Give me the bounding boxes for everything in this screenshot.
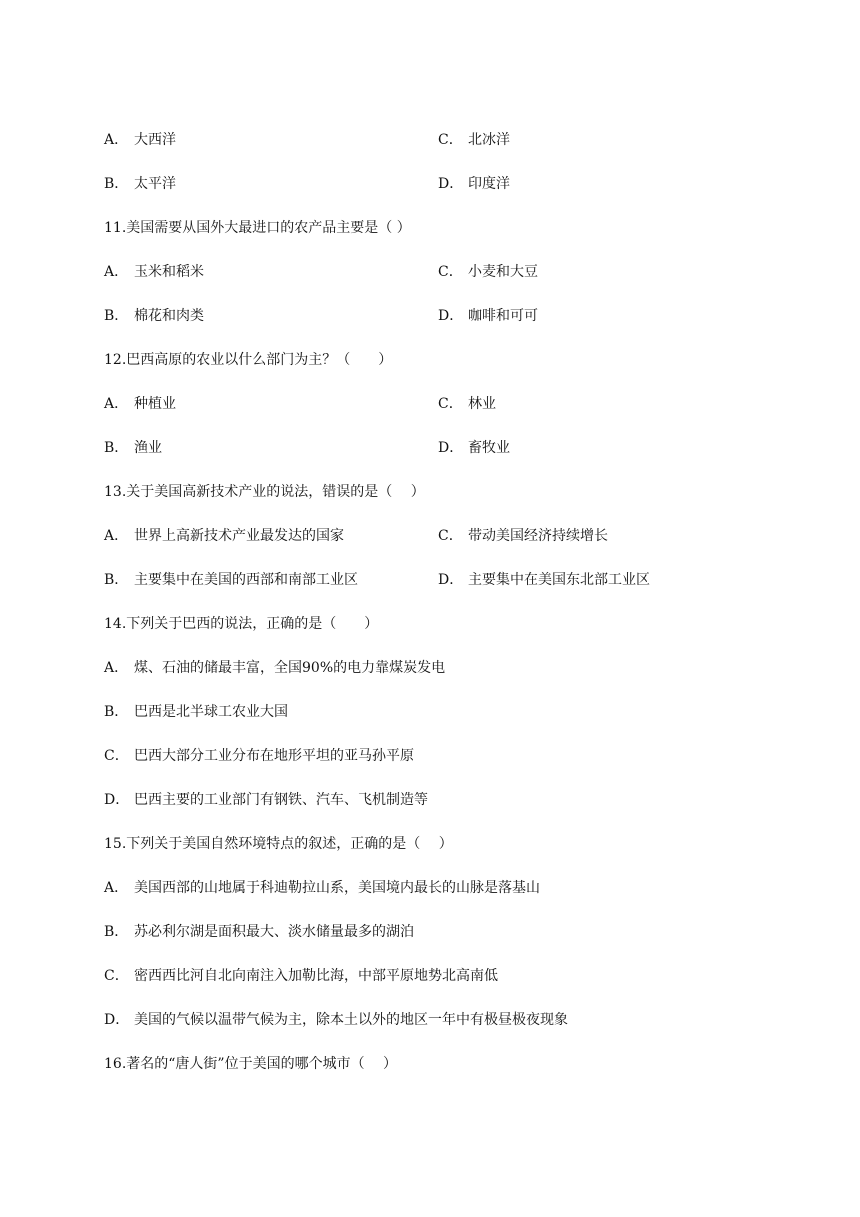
option-text: 种植业: [134, 396, 176, 412]
option-letter: A．: [104, 396, 129, 412]
q13-stem: 13.关于美国高新技术产业的说法，错误的是（ ）: [104, 484, 425, 500]
q15-option-a: [104, 878, 540, 898]
option-text: 煤、石油的储最丰富，全国90%的电力靠煤炭发电: [134, 660, 446, 676]
option-text: 美国西部的山地属于科迪勒拉山系，美国境内最长的山脉是落基山: [134, 880, 540, 896]
option-letter: C．: [438, 132, 463, 148]
q15-option-b: [104, 922, 414, 942]
option-text: 咖啡和可可: [468, 308, 538, 324]
q12-stem: 12.巴西高原的农业以什么部门为主？（ ）: [104, 352, 393, 368]
option-letter: B．: [104, 572, 129, 588]
option-letter: D．: [438, 176, 464, 192]
option-letter: B．: [104, 308, 129, 324]
q13-option-d: [438, 570, 650, 590]
q11-option-d: [438, 306, 538, 326]
option-letter: C．: [438, 264, 463, 280]
option-letter: A．: [104, 880, 129, 896]
q13-option-c: [438, 526, 608, 546]
option-text: 世界上高新技术产业最发达的国家: [134, 528, 344, 544]
option-letter: A．: [104, 132, 129, 148]
option-letter: C．: [438, 396, 463, 412]
option-letter: B．: [104, 924, 129, 940]
option-text: 巴西大部分工业分布在地形平坦的亚马孙平原: [134, 748, 414, 764]
q15-option-d: [104, 1010, 568, 1030]
option-text: 苏必利尔湖是面积最大、淡水储量最多的湖泊: [134, 924, 414, 940]
option-letter: C．: [438, 528, 463, 544]
option-letter: D．: [438, 572, 464, 588]
q14-option-a: [104, 658, 445, 678]
q10-option-b: [104, 174, 176, 194]
q10-option-d: [438, 174, 510, 194]
q15-option-c: [104, 966, 498, 986]
option-text: 主要集中在美国的西部和南部工业区: [134, 572, 358, 588]
option-text: 大西洋: [134, 132, 176, 148]
option-text: 美国的气候以温带气候为主，除本土以外的地区一年中有极昼极夜现象: [134, 1012, 568, 1028]
option-text: 畜牧业: [468, 440, 510, 456]
q14-option-c: [104, 746, 414, 766]
q10-option-a: [104, 130, 176, 150]
option-letter: A．: [104, 264, 129, 280]
option-text: 巴西主要的工业部门有钢铁、汽车、飞机制造等: [134, 792, 428, 808]
q12-option-b: [104, 438, 162, 458]
option-text: 小麦和大豆: [468, 264, 538, 280]
option-letter: C．: [104, 968, 129, 984]
option-text: 北冰洋: [468, 132, 510, 148]
option-letter: D．: [438, 440, 464, 456]
q11-option-b: [104, 306, 204, 326]
q12-option-a: [104, 394, 176, 414]
q16-stem: 16.著名的“唐人街”位于美国的哪个城市（ ）: [104, 1056, 398, 1072]
q11-stem: 11.美国需要从国外大最进口的农产品主要是（ ）: [104, 220, 411, 236]
q12-option-c: [438, 394, 496, 414]
q13-option-b: [104, 570, 358, 590]
q14-option-d: [104, 790, 428, 810]
option-text: 棉花和肉类: [134, 308, 204, 324]
option-text: 带动美国经济持续增长: [468, 528, 608, 544]
option-text: 巴西是北半球工农业大国: [134, 704, 288, 720]
option-letter: A．: [104, 660, 129, 676]
option-text: 林业: [468, 396, 496, 412]
q15-stem: 15.下列关于美国自然环境特点的叙述，正确的是（ ）: [104, 836, 453, 852]
option-letter: D．: [104, 1012, 130, 1028]
option-text: 太平洋: [134, 176, 176, 192]
option-text: 密西西比河自北向南注入加勒比海，中部平原地势北高南低: [134, 968, 498, 984]
q11-option-a: [104, 262, 204, 282]
option-letter: B．: [104, 440, 129, 456]
option-text: 玉米和稻米: [134, 264, 204, 280]
option-letter: B．: [104, 704, 129, 720]
q10-option-c: [438, 130, 510, 150]
q11-option-c: [438, 262, 538, 282]
option-text: 渔业: [134, 440, 162, 456]
option-letter: D．: [104, 792, 130, 808]
option-letter: B．: [104, 176, 129, 192]
option-text: 主要集中在美国东北部工业区: [468, 572, 650, 588]
option-text: 印度洋: [468, 176, 510, 192]
option-letter: D．: [438, 308, 464, 324]
option-letter: C．: [104, 748, 129, 764]
q13-option-a: [104, 526, 344, 546]
q14-option-b: [104, 702, 288, 722]
q14-stem: 14.下列关于巴西的说法，正确的是（ ）: [104, 616, 379, 632]
q12-option-d: [438, 438, 510, 458]
option-letter: A．: [104, 528, 129, 544]
